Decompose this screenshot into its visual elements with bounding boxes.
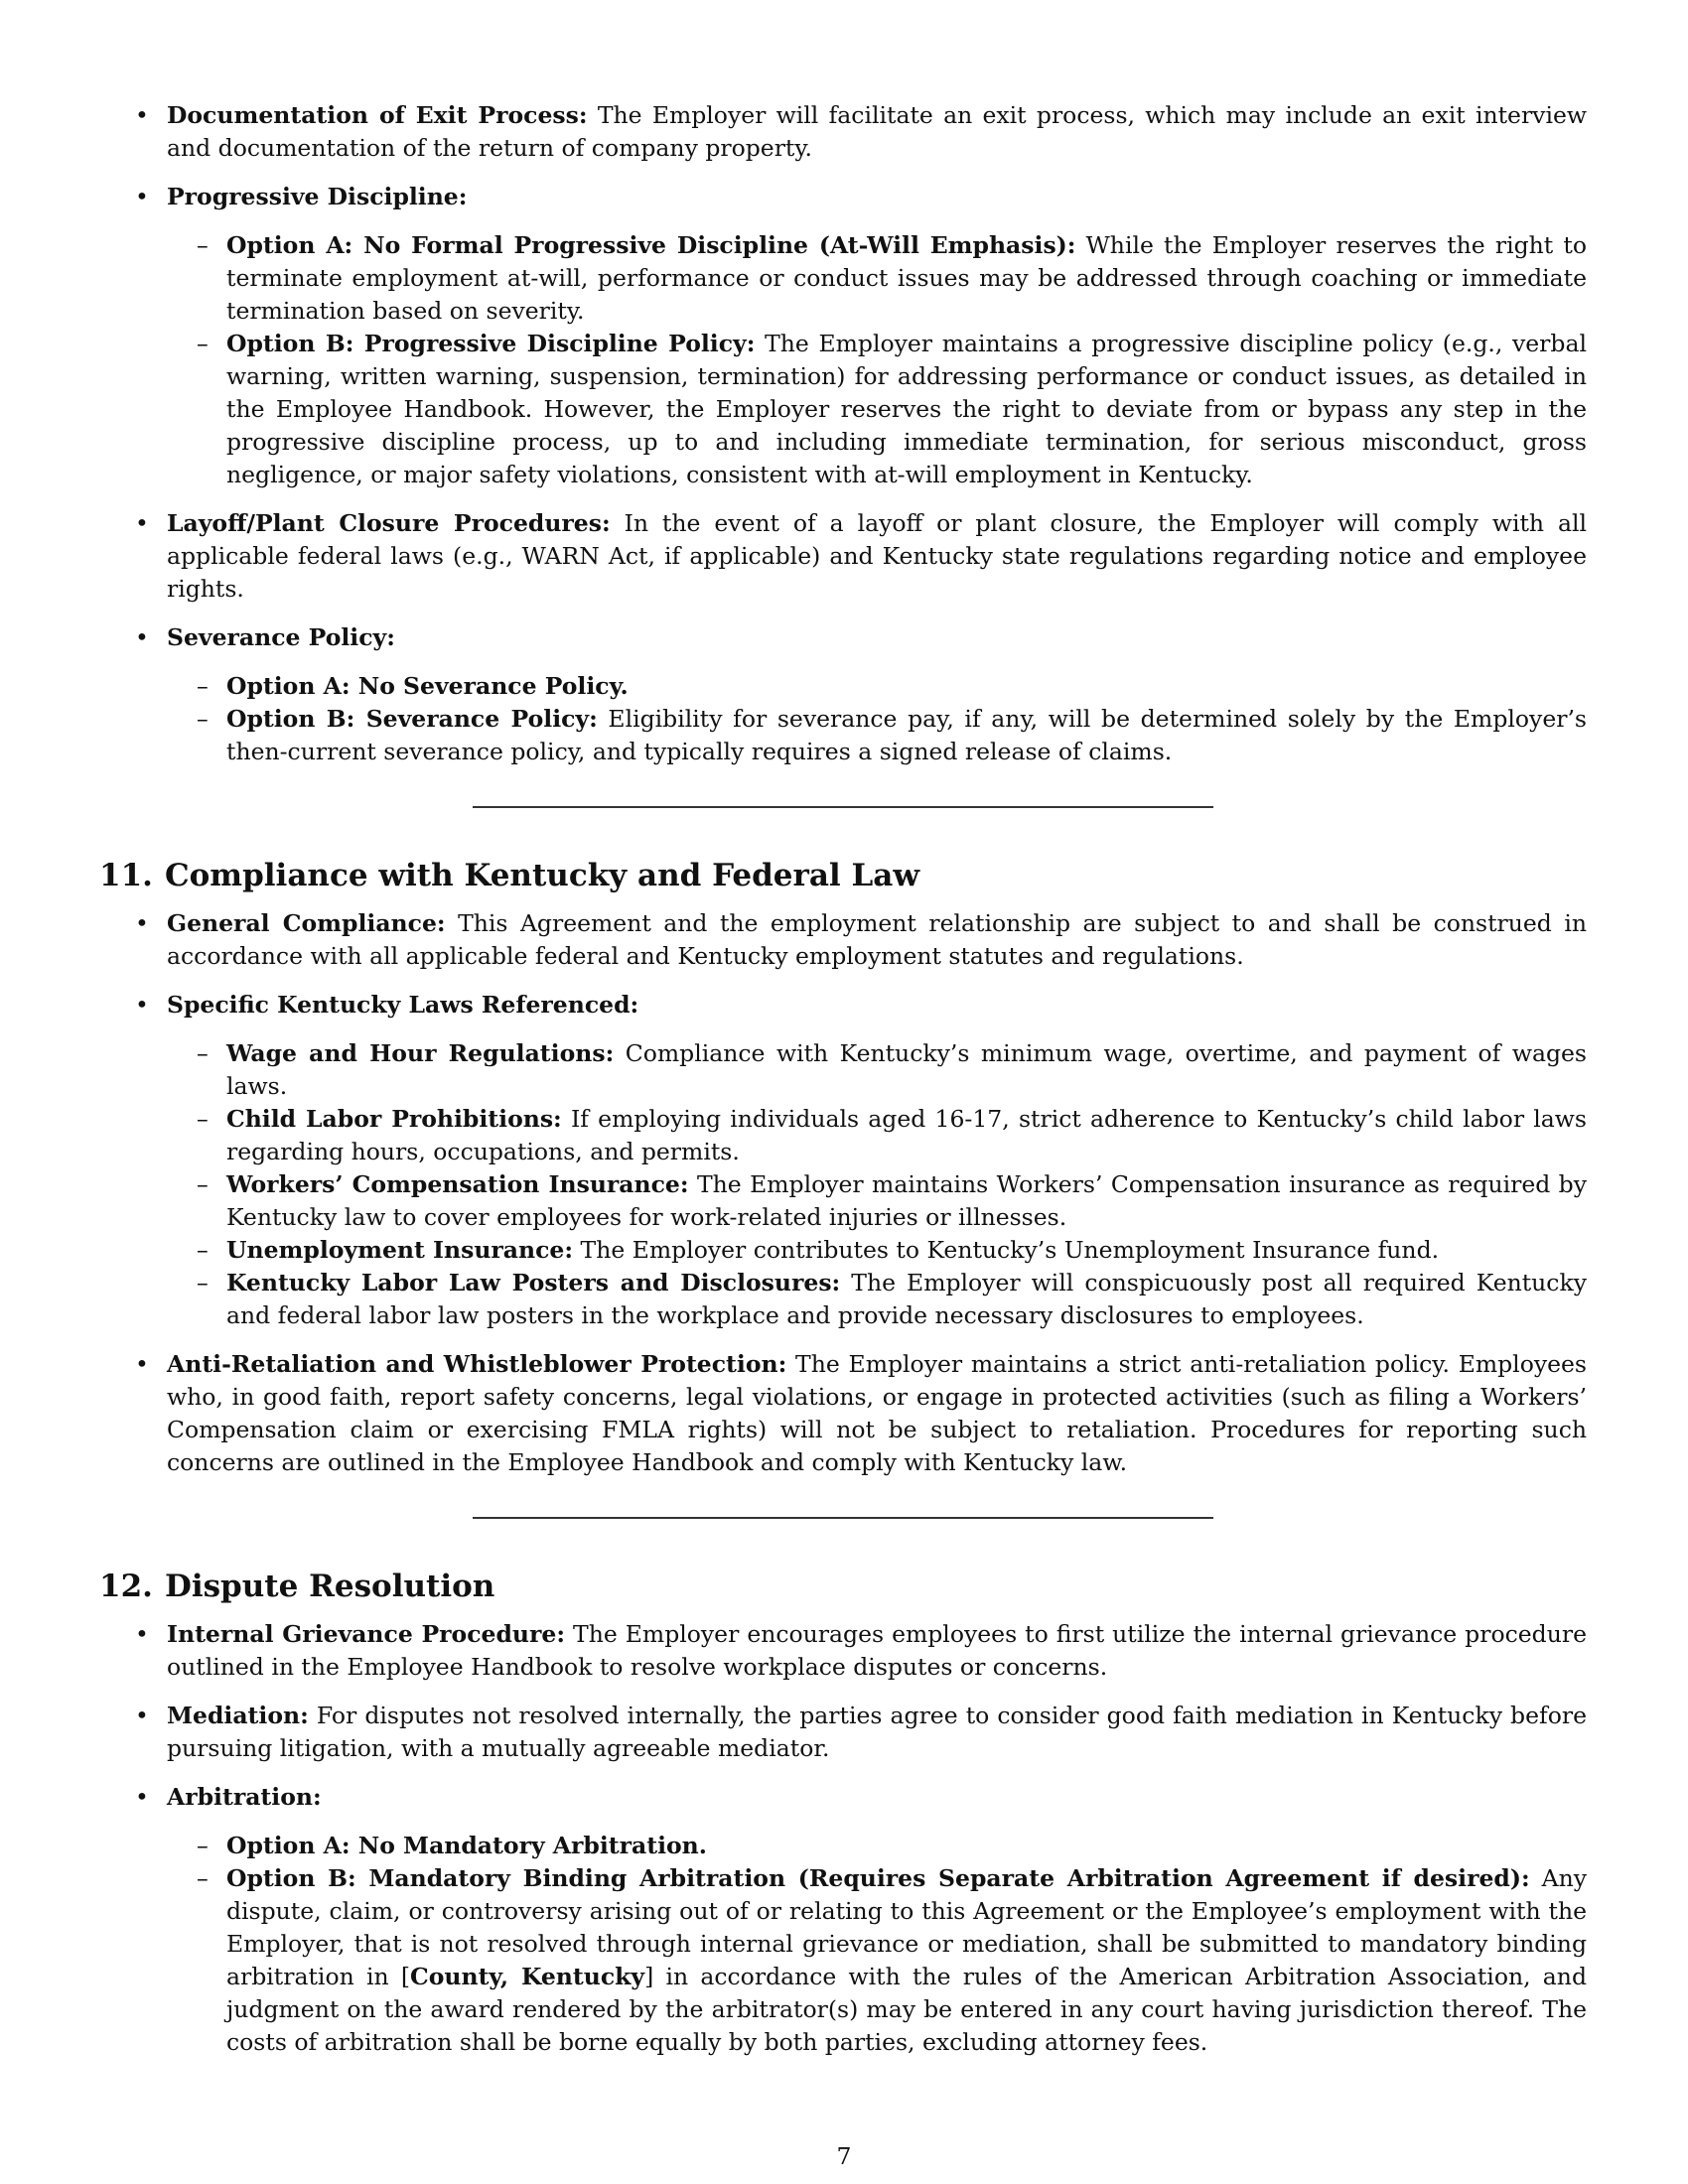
list-item (99, 907, 1587, 973)
bullet-icon: • (135, 101, 149, 129)
section-number: 12. (99, 1569, 153, 1604)
section-heading-11 (99, 856, 1587, 895)
item-label: Mediation: (167, 1702, 309, 1729)
bullet-icon: • (135, 623, 149, 651)
item-text: The Employer will facilitate an exit process, which may include an exit interview and documentation of the return of company property. (167, 101, 1587, 162)
dash-icon: – (197, 1039, 209, 1067)
list-item (99, 1348, 1587, 1479)
option-item (167, 229, 1587, 328)
option-label: Unemployment Insurance: (226, 1236, 574, 1264)
document-page (99, 99, 1587, 2075)
option-list (167, 670, 1587, 768)
option-item (167, 1168, 1587, 1234)
option-item (167, 1037, 1587, 1103)
list-item (99, 621, 1587, 768)
section-title: Compliance with Kentucky and Federal Law (164, 858, 920, 893)
section-number: 11. (99, 858, 153, 893)
dash-icon: – (197, 672, 209, 700)
list-item (99, 181, 1587, 491)
item-label: Internal Grievance Procedure: (167, 1620, 566, 1648)
item-label: Progressive Discipline: (167, 183, 468, 210)
option-label: Workers’ Compensation Insurance: (226, 1170, 689, 1198)
list-item (99, 1781, 1587, 2059)
option-list (167, 229, 1587, 491)
option-text: Any dispute, claim, or controversy arising out of or relating to this Agreement or the Employee’s employment with the Employer, that is not resolved through internal grievance or mediation, shall be submitted to mandatory binding arbitration in [ (226, 1864, 1587, 1990)
item-text: This Agreement and the employment relationship are subject to and shall be construed in accordance with all applicable federal and Kentucky employment statutes and regulations. (167, 909, 1587, 970)
item-text: In the event of a layoff or plant closure, the Employer will comply with all applicable federal laws (e.g., WARN Act, if applicable) and Kentucky state regulations regarding notice and employee rights. (167, 509, 1587, 603)
option-text: The Employer will conspicuously post all required Kentucky and federal labor law posters in the workplace and provide necessary disclosures to employees. (226, 1269, 1587, 1329)
option-label: Kentucky Labor Law Posters and Disclosures: (226, 1269, 841, 1297)
option-item (167, 1830, 1587, 1862)
dash-icon: – (197, 1236, 209, 1264)
item-label: Severance Policy: (167, 623, 395, 651)
option-label: Option B: Mandatory Binding Arbitration (Requires Separate Arbitration Agreement if desired): (226, 1864, 1530, 1892)
item-label: Specific Kentucky Laws Referenced: (167, 991, 639, 1019)
item-text: The Employer encourages employees to first utilize the internal grievance procedure outlined in the Employee Handbook to resolve workplace disputes or concerns. (167, 1620, 1587, 1681)
page-number: 7 (836, 2142, 852, 2170)
list-item (99, 1700, 1587, 1765)
exit-list (99, 99, 1587, 768)
option-text: The Employer maintains Workers’ Compensation insurance as required by Kentucky law to cover employees for work-related injuries or illnesses. (226, 1170, 1588, 1231)
bullet-icon: • (135, 1702, 149, 1729)
dash-icon: – (197, 705, 209, 733)
bullet-icon: • (135, 1783, 149, 1811)
option-text: The Employer maintains a progressive discipline policy (e.g., verbal warning, written warning, suspension, termination) for addressing performance or conduct issues, as detailed in the Employee Handbook. However, the Employer reserves the right to deviate from or bypass any step in the progressive discipline process, up to and including immediate termination, for serious misconduct, gross negligence, or major safety violations, consistent with at-will employment in Kentucky. (226, 330, 1587, 488)
dash-icon: – (197, 1170, 209, 1198)
list-item (99, 99, 1587, 165)
bullet-icon: • (135, 909, 149, 937)
option-item (167, 1103, 1587, 1168)
section-heading-12 (99, 1567, 1587, 1606)
option-label: Option B: Severance Policy: (226, 705, 598, 733)
item-label: Anti-Retaliation and Whistleblower Protection: (167, 1350, 787, 1378)
bullet-icon: • (135, 183, 149, 210)
dash-icon: – (197, 1105, 209, 1133)
option-text: Eligibility for severance pay, if any, will be determined solely by the Employer’s then-current severance policy, and typically requires a signed release of claims. (226, 705, 1587, 765)
option-item (167, 1267, 1587, 1332)
section-12-list (99, 1618, 1587, 2059)
option-item (167, 1234, 1587, 1267)
option-text: Compliance with Kentucky’s minimum wage, overtime, and payment of wages laws. (226, 1039, 1587, 1100)
item-label: Documentation of Exit Process: (167, 101, 588, 129)
bullet-icon: • (135, 1620, 149, 1648)
item-text: The Employer maintains a strict anti-retaliation policy. Employees who, in good faith, report safety concerns, legal violations, or engage in protected activities (such as filing a Workers’ Compensation claim or exercising FMLA rights) will not be subject to retaliation. Procedures for reporting such concerns are outlined in the Employee Handbook and comply with Kentucky law. (167, 1350, 1587, 1476)
item-label: Layoff/Plant Closure Procedures: (167, 509, 611, 537)
option-label: Option A: No Severance Policy. (226, 672, 629, 700)
option-item (167, 670, 1587, 703)
option-label: Option A: No Formal Progressive Discipline (At-Will Emphasis): (226, 231, 1076, 259)
county-placeholder: County, Kentucky (410, 1963, 645, 1990)
bullet-icon: • (135, 509, 149, 537)
option-text-cont: ] in accordance with the rules of the American Arbitration Association, and judgment on the award rendered by the arbitrator(s) may be entered in any court having jurisdiction thereof. The costs of arbitration shall be borne equally by both parties, excluding attorney fees. (226, 1963, 1587, 2056)
dash-icon: – (197, 1269, 209, 1297)
option-item (167, 703, 1587, 768)
option-list (167, 1037, 1587, 1332)
dash-icon: – (197, 330, 209, 357)
option-item (167, 1862, 1587, 2059)
option-item (167, 328, 1587, 491)
section-11-list (99, 907, 1587, 1479)
option-label: Wage and Hour Regulations: (226, 1039, 615, 1067)
section-title: Dispute Resolution (164, 1569, 495, 1604)
bullet-icon: • (135, 991, 149, 1019)
list-item (99, 1618, 1587, 1684)
option-list (167, 1830, 1587, 2059)
option-text: The Employer contributes to Kentucky’s Unemployment Insurance fund. (573, 1236, 1440, 1264)
option-label: Child Labor Prohibitions: (226, 1105, 562, 1133)
item-text: For disputes not resolved internally, the parties agree to consider good faith mediation in Kentucky before pursuing litigation, with a mutually agreeable mediator. (167, 1702, 1587, 1762)
list-item (99, 989, 1587, 1332)
list-item (99, 507, 1587, 606)
option-text: If employing individuals aged 16-17, strict adherence to Kentucky’s child labor laws regarding hours, occupations, and permits. (226, 1105, 1587, 1165)
option-label: Option A: No Mandatory Arbitration. (226, 1832, 707, 1859)
option-label: Option B: Progressive Discipline Policy: (226, 330, 756, 357)
dash-icon: – (197, 231, 209, 259)
option-text: While the Employer reserves the right to terminate employment at-will, performance or conduct issues may be addressed through coaching or immediate termination based on severity. (226, 231, 1587, 325)
section-divider (473, 1517, 1213, 1519)
dash-icon: – (197, 1864, 209, 1892)
bullet-icon: • (135, 1350, 149, 1378)
section-divider (473, 806, 1213, 808)
item-label: General Compliance: (167, 909, 446, 937)
item-label: Arbitration: (167, 1783, 322, 1811)
dash-icon: – (197, 1832, 209, 1859)
